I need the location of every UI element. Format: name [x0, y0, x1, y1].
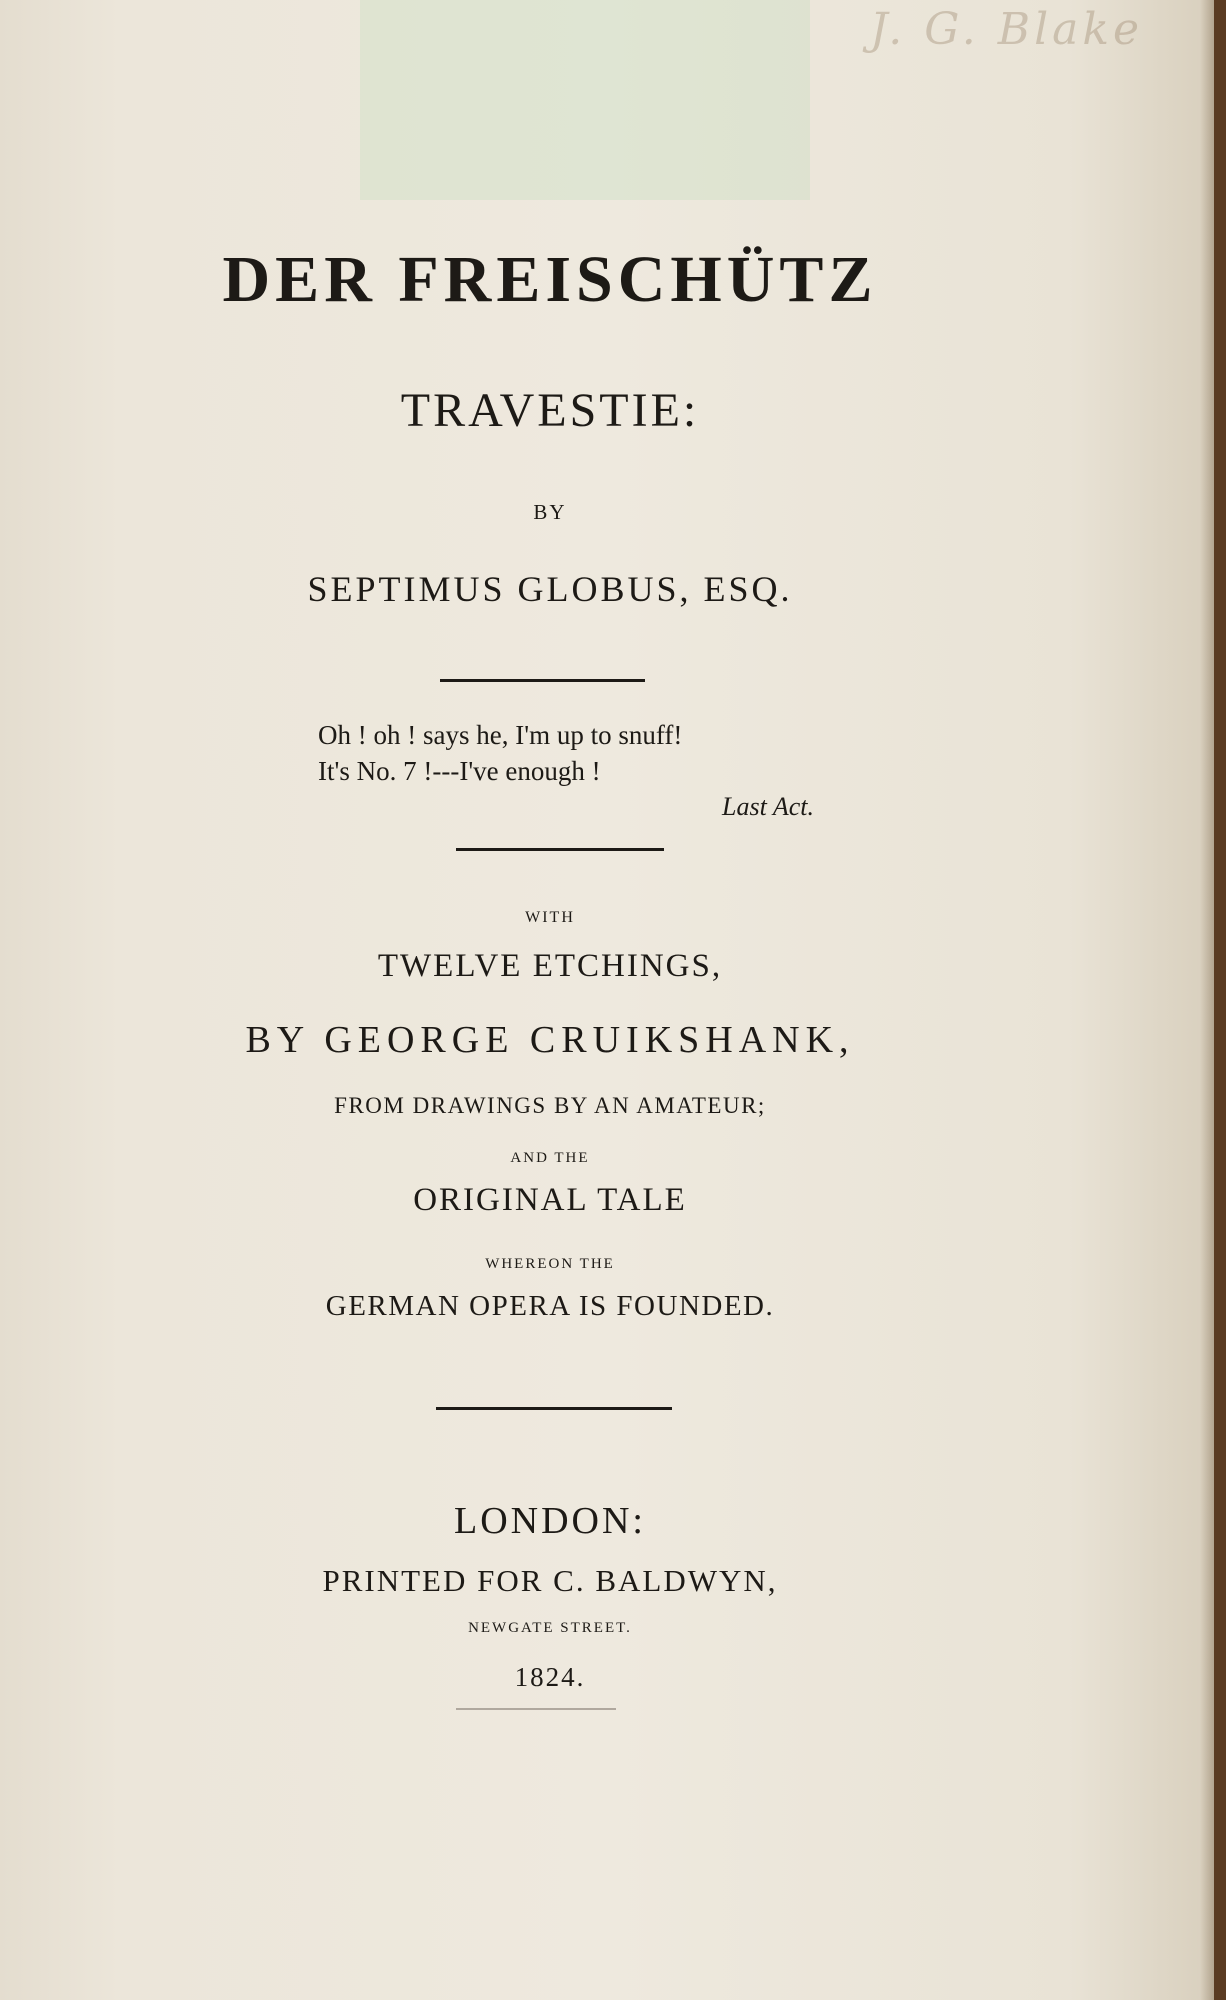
etchings-line: TWELVE ETCHINGS,	[377, 948, 723, 984]
by-label: BY	[533, 500, 567, 524]
whereon-label: WHEREON THE	[485, 1256, 615, 1272]
owner-signature: J. G. Blake	[870, 4, 1144, 55]
epigraph-attribution: Last Act.	[722, 792, 814, 821]
drawings-line: FROM DRAWINGS BY AN AMATEUR;	[334, 1093, 766, 1118]
and-the-label: AND THE	[510, 1150, 590, 1166]
imprint-year: 1824.	[514, 1662, 586, 1692]
imprint-city: LONDON:	[454, 1500, 646, 1542]
epigraph-line-1: Oh ! oh ! says he, I'm up to snuff!	[318, 720, 683, 750]
faint-rule	[456, 1708, 616, 1710]
opera-line: GERMAN OPERA IS FOUNDED.	[325, 1290, 775, 1322]
paper-stain	[360, 0, 810, 200]
divider-rule	[456, 848, 664, 851]
illustrator-line: BY GEORGE CRUIKSHANK,	[245, 1019, 855, 1061]
original-tale-line: ORIGINAL TALE	[413, 1182, 687, 1218]
divider-rule	[436, 1407, 672, 1410]
book-title: DER FREISCHÜTZ	[222, 243, 878, 316]
imprint-street: NEWGATE STREET.	[468, 1620, 632, 1636]
epigraph-line-2: It's No. 7 !---I've enough !	[318, 756, 601, 786]
imprint-printer: PRINTED FOR C. BALDWYN,	[322, 1563, 778, 1598]
divider-rule	[440, 679, 645, 682]
page-edge-shadow	[1200, 0, 1214, 2000]
with-label: WITH	[525, 909, 575, 926]
book-subtitle: TRAVESTIE:	[400, 384, 700, 437]
author-name: SEPTIMUS GLOBUS, ESQ.	[307, 569, 793, 609]
